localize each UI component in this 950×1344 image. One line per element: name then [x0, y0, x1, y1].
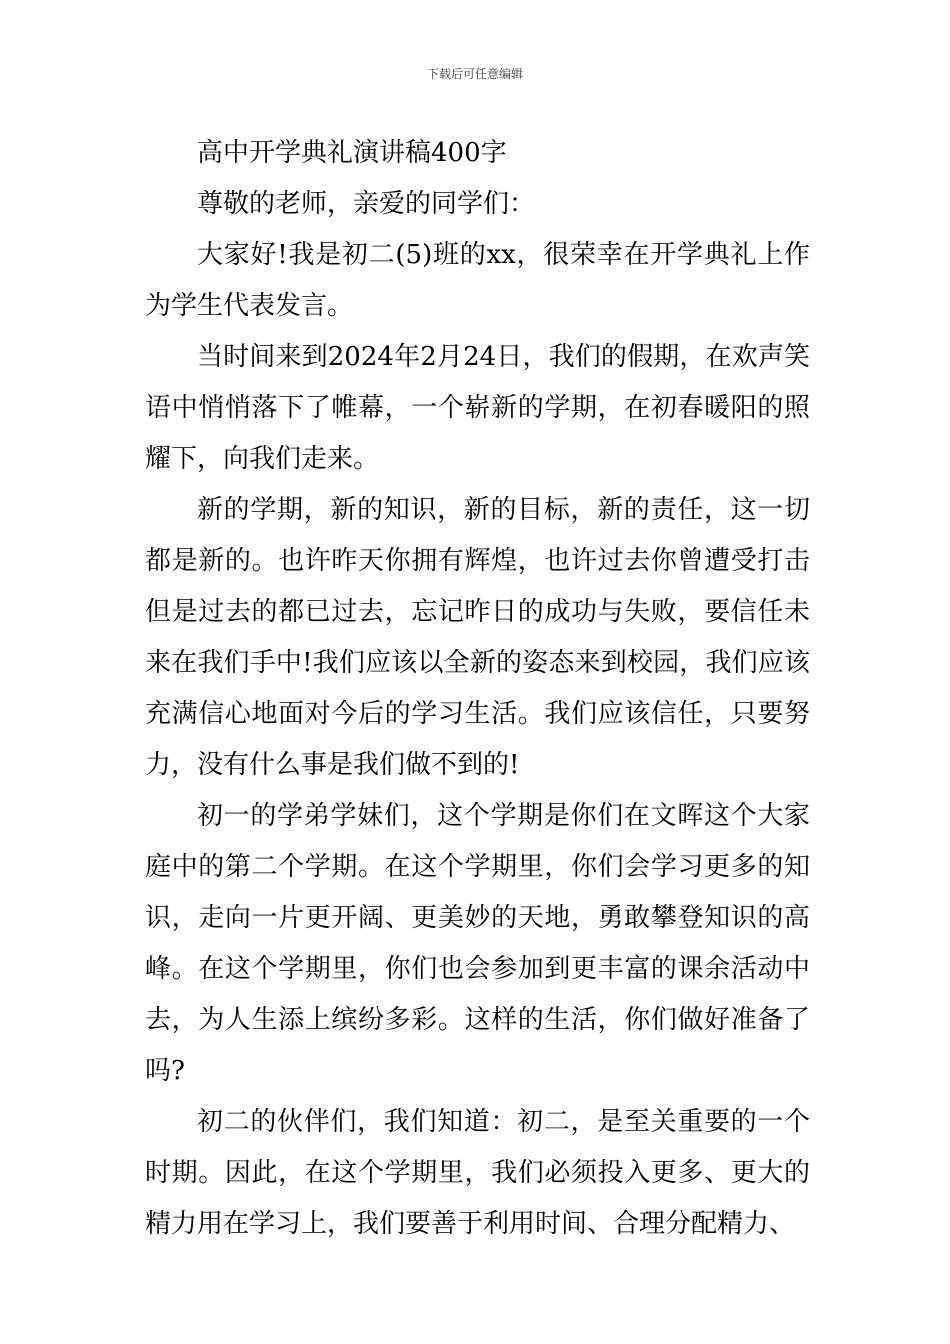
- paragraph-4: 初一的学弟学妹们，这个学期是你们在文晖这个大家庭中的第二个学期。在这个学期里，你们会学习更多的知识，走向一片更开阔、更美妙的天地，勇敢攀登知识的高峰。在这个学期里，你们也会参加到更丰富的课余活动中去，为人生添上缤纷多彩。这样的生活，你们做好准备了吗?: [145, 801, 810, 1086]
- document-body: [145, 128, 810, 1250]
- paragraph-1: 大家好!我是初二(5)班的xx，很荣幸在开学典礼上作为学生代表发言。: [145, 240, 810, 321]
- document-title: 高中开学典礼演讲稿400字: [197, 138, 507, 168]
- paragraph-2: 当时间来到2024年2月24日，我们的假期，在欢声笑语中悄悄落下了帷幕，一个崭新的学期，在初春暖阳的照耀下，向我们走来。: [145, 342, 810, 474]
- paragraph-3: 新的学期，新的知识，新的目标，新的责任，这一切都是新的。也许昨天你拥有辉煌，也许过去你曾遭受打击但是过去的都已过去，忘记昨日的成功与失败，要信任未来在我们手中!我们应该以全新的姿态来到校园，我们应该充满信心地面对今后的学习生活。我们应该信任，只要努力，没有什么事是我们做不到的!: [145, 495, 810, 780]
- paragraph-5: 初二的伙伴们，我们知道：初二，是至关重要的一个时期。因此，在这个学期里，我们必须投入更多、更大的精力用在学习上，我们要善于利用时间、合理分配精力、: [145, 1107, 810, 1239]
- salutation: 尊敬的老师，亲爱的同学们：: [197, 189, 536, 219]
- header-note: 下载后可任意编辑: [426, 67, 523, 81]
